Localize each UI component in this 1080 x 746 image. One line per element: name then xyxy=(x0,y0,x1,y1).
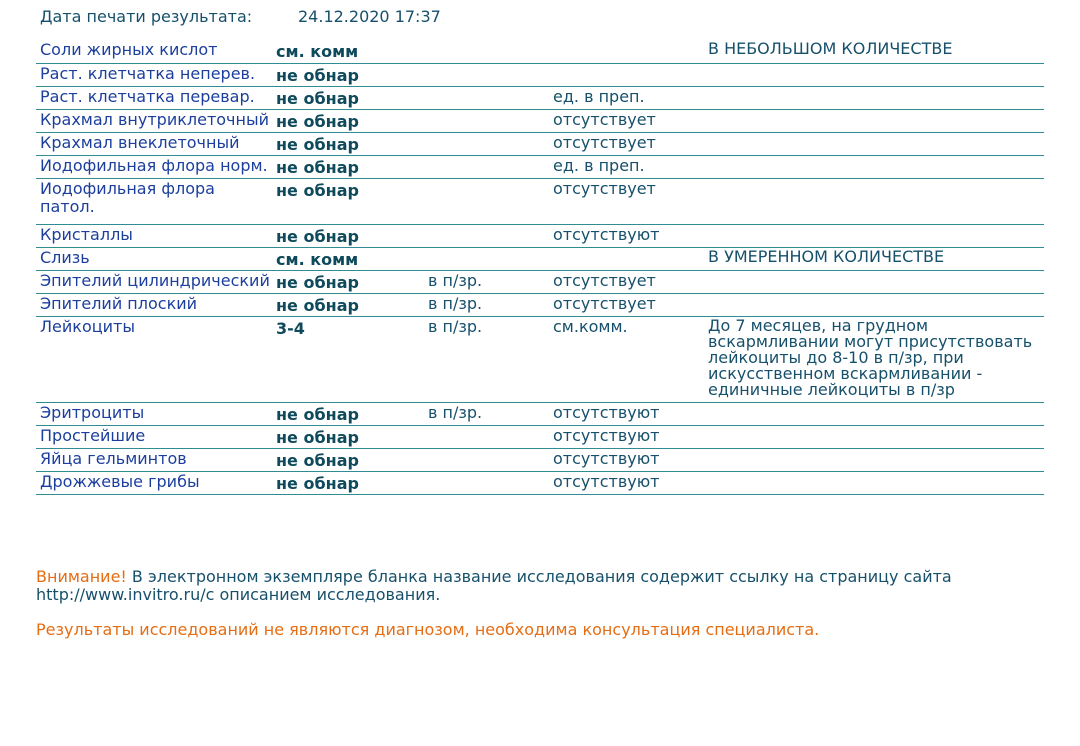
test-value: не обнар xyxy=(272,155,424,178)
test-reference: отсутствует xyxy=(549,270,704,293)
test-comment xyxy=(704,448,1044,471)
test-unit xyxy=(424,132,549,155)
print-date-label: Дата печати результата: xyxy=(40,7,253,26)
test-value: не обнар xyxy=(272,270,424,293)
test-comment xyxy=(704,402,1044,425)
test-reference: отсутствует xyxy=(549,293,704,316)
test-reference: ед. в преп. xyxy=(549,155,704,178)
test-name: Кристаллы xyxy=(36,224,272,247)
test-reference xyxy=(549,40,704,63)
print-date-value: 24.12.2020 17:37 xyxy=(298,7,441,26)
test-reference: отсутствует xyxy=(549,109,704,132)
table-row xyxy=(36,178,1044,224)
table-row xyxy=(36,40,1044,63)
test-comment xyxy=(704,63,1044,86)
test-comment xyxy=(704,425,1044,448)
test-value: не обнар xyxy=(272,293,424,316)
test-name: Крахмал внеклеточный xyxy=(36,132,272,155)
test-value: не обнар xyxy=(272,402,424,425)
test-comment xyxy=(704,109,1044,132)
test-name: Иодофильная флора патол. xyxy=(36,178,272,224)
table-row xyxy=(36,316,1044,402)
test-name: Раст. клетчатка перевар. xyxy=(36,86,272,109)
results-table xyxy=(36,40,1044,495)
test-unit xyxy=(424,40,549,63)
test-value: не обнар xyxy=(272,425,424,448)
test-reference xyxy=(549,247,704,270)
test-unit xyxy=(424,471,549,494)
table-row xyxy=(36,224,1044,247)
test-value: 3-4 xyxy=(272,316,424,402)
test-name: Крахмал внутриклеточный xyxy=(36,109,272,132)
test-name: Лейкоциты xyxy=(36,316,272,402)
test-reference: отсутствуют xyxy=(549,448,704,471)
test-value: не обнар xyxy=(272,132,424,155)
test-unit: в п/зр. xyxy=(424,270,549,293)
test-name: Соли жирных кислот xyxy=(36,40,272,63)
test-comment xyxy=(704,155,1044,178)
test-reference: отсутствуют xyxy=(549,224,704,247)
test-unit xyxy=(424,448,549,471)
table-row xyxy=(36,109,1044,132)
test-unit xyxy=(424,425,549,448)
test-name: Эпителий плоский xyxy=(36,293,272,316)
test-unit xyxy=(424,247,549,270)
table-row xyxy=(36,63,1044,86)
notice-warning-label: Внимание! xyxy=(36,567,127,586)
test-reference xyxy=(549,63,704,86)
results-table-body xyxy=(36,40,1044,494)
test-reference: отсутствует xyxy=(549,132,704,155)
test-value: не обнар xyxy=(272,109,424,132)
test-reference: ед. в преп. xyxy=(549,86,704,109)
test-name: Яйца гельминтов xyxy=(36,448,272,471)
test-unit xyxy=(424,224,549,247)
test-reference: отсутствует xyxy=(549,178,704,224)
table-row xyxy=(36,425,1044,448)
table-row xyxy=(36,270,1044,293)
test-reference: отсутствуют xyxy=(549,425,704,448)
notice xyxy=(36,568,1044,604)
test-comment xyxy=(704,178,1044,224)
test-name: Дрожжевые грибы xyxy=(36,471,272,494)
test-unit: в п/зр. xyxy=(424,293,549,316)
test-name: Простейшие xyxy=(36,425,272,448)
test-value: см. комм xyxy=(272,247,424,270)
test-value: не обнар xyxy=(272,471,424,494)
test-comment xyxy=(704,270,1044,293)
test-value: не обнар xyxy=(272,448,424,471)
test-name: Иодофильная флора норм. xyxy=(36,155,272,178)
disclaimer: Результаты исследований не являются диагнозом, необходима консультация специалиста. xyxy=(36,620,820,639)
test-unit xyxy=(424,155,549,178)
table-row xyxy=(36,471,1044,494)
test-name: Эритроциты xyxy=(36,402,272,425)
test-value: не обнар xyxy=(272,63,424,86)
test-unit xyxy=(424,63,549,86)
test-unit xyxy=(424,178,549,224)
table-row xyxy=(36,402,1044,425)
test-unit: в п/зр. xyxy=(424,316,549,402)
test-comment: В УМЕРЕННОМ КОЛИЧЕСТВЕ xyxy=(704,247,1044,270)
notice-text: В электронном экземпляре бланка название исследования содержит ссылку на страницу сайта http://www.invitro.ru/с описанием исследования. xyxy=(36,567,952,604)
test-unit xyxy=(424,86,549,109)
test-name: Слизь xyxy=(36,247,272,270)
test-reference: отсутствуют xyxy=(549,402,704,425)
test-comment xyxy=(704,224,1044,247)
test-comment xyxy=(704,293,1044,316)
test-reference: отсутствуют xyxy=(549,471,704,494)
test-value: см. комм xyxy=(272,40,424,63)
test-comment: В НЕБОЛЬШОМ КОЛИЧЕСТВЕ xyxy=(704,40,1044,63)
test-unit: в п/зр. xyxy=(424,402,549,425)
test-name: Эпителий цилиндрический xyxy=(36,270,272,293)
test-value: не обнар xyxy=(272,224,424,247)
table-row xyxy=(36,155,1044,178)
test-value: не обнар xyxy=(272,178,424,224)
test-value: не обнар xyxy=(272,86,424,109)
test-comment xyxy=(704,132,1044,155)
test-reference: см.комм. xyxy=(549,316,704,402)
table-row xyxy=(36,132,1044,155)
test-name: Раст. клетчатка неперев. xyxy=(36,63,272,86)
table-row xyxy=(36,86,1044,109)
table-row xyxy=(36,247,1044,270)
table-row xyxy=(36,293,1044,316)
test-comment xyxy=(704,86,1044,109)
table-row xyxy=(36,448,1044,471)
test-comment: До 7 месяцев, на грудном вскармливании могут присутствовать лейкоциты до 8-10 в п/зр, при искусственном вскармливании - единичные лейкоциты в п/зр xyxy=(704,316,1044,402)
test-comment xyxy=(704,471,1044,494)
test-unit xyxy=(424,109,549,132)
